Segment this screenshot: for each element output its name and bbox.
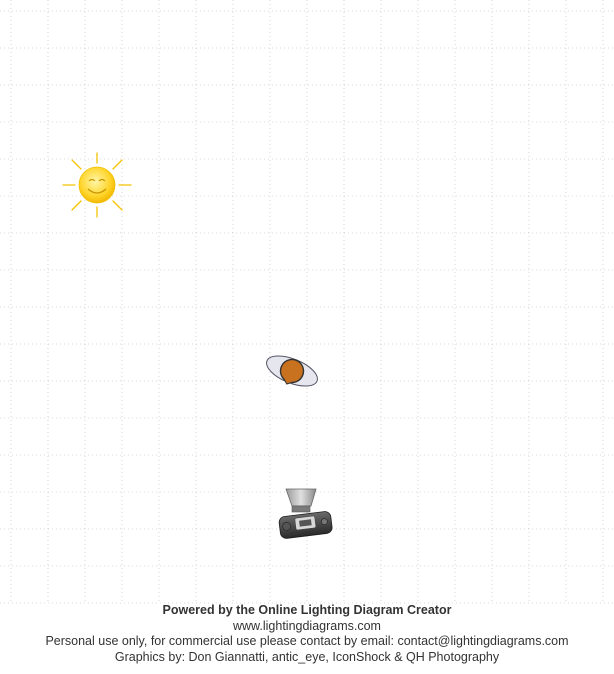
subject-head-icon[interactable] (262, 350, 322, 394)
website-link[interactable]: www.lightingdiagrams.com (233, 618, 381, 633)
camera-icon[interactable] (278, 489, 332, 539)
powered-by-text: Powered by the Online Lighting Diagram Creator (162, 603, 452, 617)
usage-notice: Personal use only, for commercial use please contact by email: contact@lightingdiagrams.com (45, 634, 569, 648)
sun-icon[interactable] (63, 153, 131, 217)
graphics-credit: Graphics by: Don Giannatti, antic_eye, IconShock & QH Photography (114, 649, 500, 664)
credits-footer (0, 603, 614, 665)
